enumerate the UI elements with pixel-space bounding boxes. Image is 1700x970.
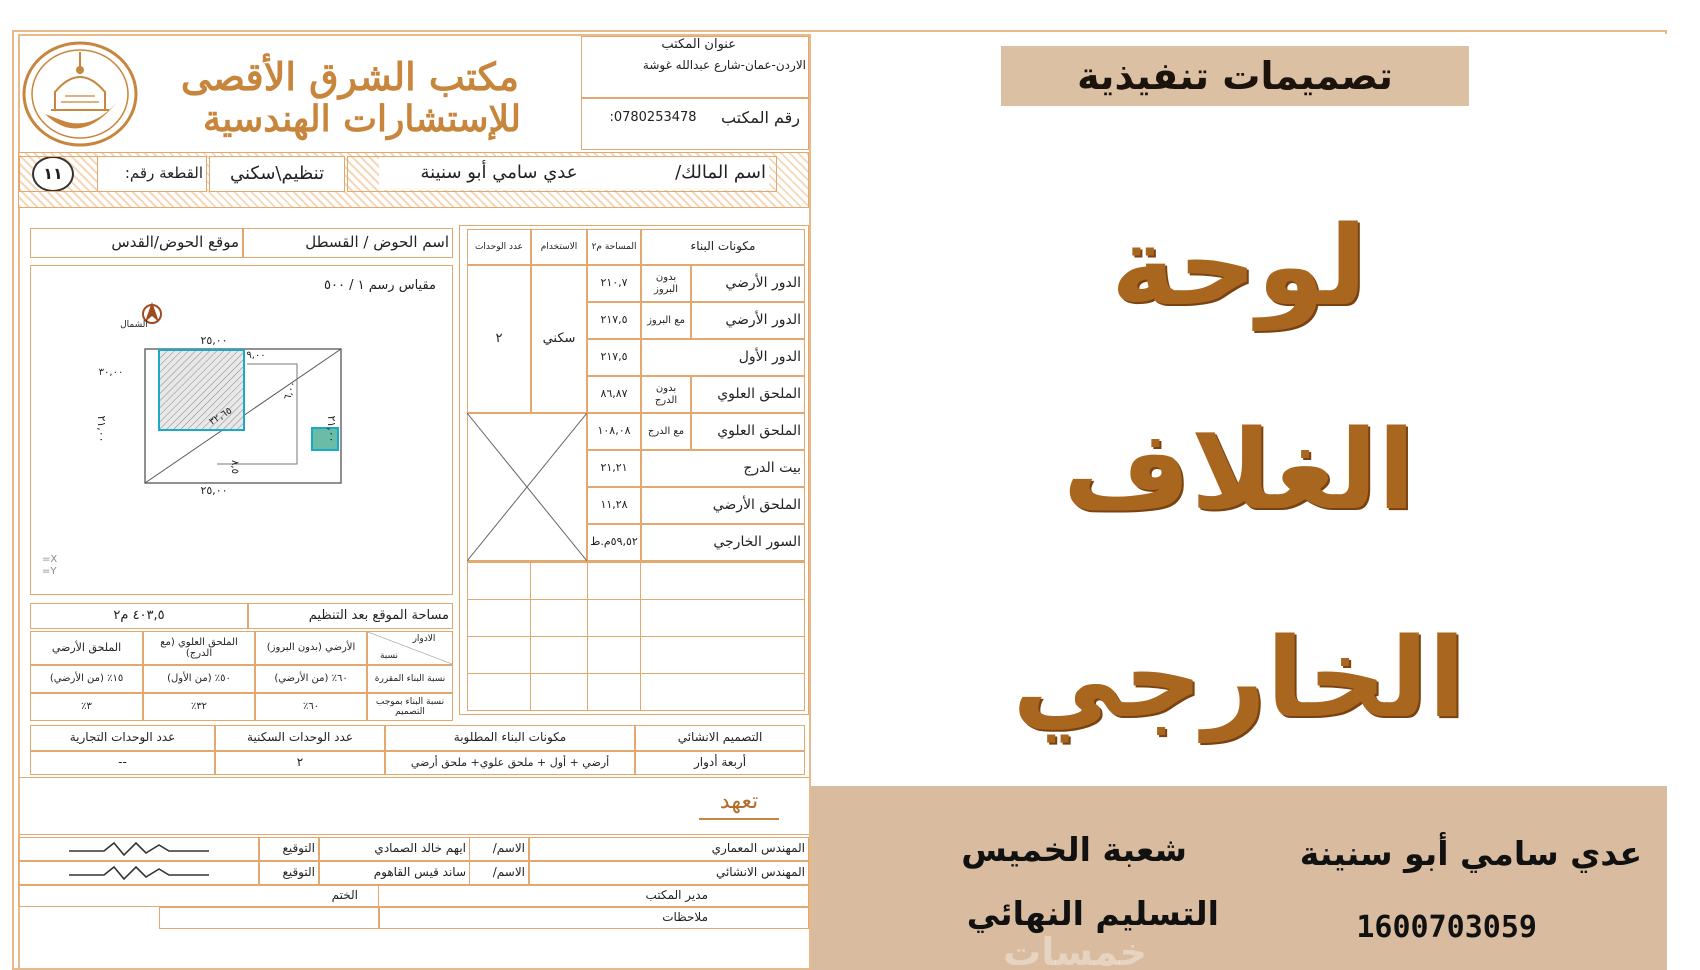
address-value: الاردن-عمان-شارع عبدالله غوشة <box>642 58 806 73</box>
ratio-header-2: الملحق العلوي (مع الدرج) <box>143 631 255 665</box>
dim-diag: ٣٢,٦٥ <box>207 405 235 428</box>
coord-x: X= <box>42 554 58 566</box>
dim-small1: ٣٠,٠٠ <box>98 367 124 379</box>
site-area-value: ٤٠٣,٥ م٢ <box>30 603 248 629</box>
engineer-role: المهندس الانشائي <box>529 861 809 885</box>
cover-tag: تصميمات تنفيذية <box>1001 46 1469 106</box>
comp-blank-col2 <box>467 561 531 711</box>
component-note: مع البروز <box>641 302 691 339</box>
plot-number: ١١ <box>32 156 74 192</box>
component-area: ١٠٨,٠٨ <box>587 413 641 450</box>
pledge-box <box>18 777 809 835</box>
student-id: 1600703059 <box>1356 910 1537 945</box>
component-name: الملحق العلوي <box>691 413 805 450</box>
comp-blank-col1 <box>587 561 641 711</box>
plot-box <box>19 156 207 192</box>
dim-small3: ٦,٠٠ <box>282 379 300 402</box>
component-area: ١١,٢٨ <box>587 487 641 524</box>
cover-title-line2: الغلاف <box>1062 406 1416 534</box>
comp-header-use: الاستخدام <box>531 229 587 265</box>
ratio-row-label: نسبة البناء بموجب التصميم <box>367 693 453 721</box>
office-name-line1: مكتب الشرق الأقصى <box>180 54 519 99</box>
dim-top: ٢٥,٠٠ <box>200 333 228 347</box>
engineer-signature <box>18 861 259 885</box>
component-name: الدور الأول <box>641 339 805 376</box>
site-area-label: مساحة الموقع بعد التنظيم <box>248 603 453 629</box>
engineer-name: ايهم خالد الصمادي <box>319 837 469 861</box>
component-area: ٢١,٢١ <box>587 450 641 487</box>
ratio-value: ٥٠٪ (من الأول) <box>143 665 255 693</box>
student-name: عدي سامي أبو سنينة <box>1299 834 1642 873</box>
ratio-header-3: الملحق الأرضي <box>30 631 143 665</box>
component-area: ٢١٠,٧ <box>587 265 641 302</box>
component-note: بدون الدرج <box>641 376 691 413</box>
engineer-signature <box>18 837 259 861</box>
watermark-text: خمسات <box>1003 930 1147 970</box>
office-name-line2: للإستشارات الهندسية <box>202 98 521 140</box>
summary-value-4: -- <box>30 751 215 775</box>
ratio-row-label: نسبة البناء المقررة <box>367 665 453 693</box>
owner-label: اسم المالك/ <box>619 156 769 190</box>
technical-sheet <box>18 34 811 970</box>
component-area: ٨٦,٨٧ <box>587 376 641 413</box>
summary-header-3: عدد الوحدات السكنية <box>215 725 385 751</box>
comp-empty-cross <box>467 413 587 561</box>
phone-label: رقم المكتب <box>720 107 800 127</box>
engineer-sign-label: التوقيع <box>259 861 319 885</box>
footer-stamp: الختم <box>18 885 379 907</box>
dim-left: ٢١,٠٠ <box>95 415 109 443</box>
summary-header-4: عدد الوحدات التجارية <box>30 725 215 751</box>
coord-y: Y= <box>42 566 57 578</box>
comp-header-name: مكونات البناء <box>641 229 805 265</box>
component-name: الملحق الأرضي <box>641 487 805 524</box>
footer-notes: ملاحظات <box>379 907 809 929</box>
component-note: بدون البروز <box>641 265 691 302</box>
comp-use: سكني <box>531 265 587 413</box>
component-name: الملحق العلوي <box>691 376 805 413</box>
phone-box <box>581 98 809 150</box>
engineer-name-label: الاسم/ <box>469 861 529 885</box>
basin-name: اسم الحوض / القسطل <box>243 228 453 258</box>
dim-inner: ٨,٥ <box>228 460 240 474</box>
comp-units: ٢ <box>467 265 531 413</box>
phone-value: 0780253478: <box>609 109 697 125</box>
address-box <box>581 36 809 98</box>
comp-header-area: المساحة م٢ <box>587 229 641 265</box>
summary-value-1: أربعة أدوار <box>635 751 805 775</box>
ratio-value: ٣٪ <box>30 693 143 721</box>
summary-header-2: مكونات البناء المطلوبة <box>385 725 635 751</box>
owner-box <box>347 156 777 192</box>
engineer-name: ساند قيس القاهوم <box>319 861 469 885</box>
ratio-value: ١٥٪ (من الأرضي) <box>30 665 143 693</box>
dim-right: ٢١,٠٠ <box>325 415 339 443</box>
footer-manager: مدير المكتب <box>379 885 809 907</box>
cover-info-band <box>811 786 1667 970</box>
owner-name: عدي سامي أبو سنينة <box>379 156 619 190</box>
address-label: عنوان المكتب <box>661 36 736 52</box>
cover-panel <box>811 34 1667 970</box>
section-name: شعبة الخميس <box>961 830 1187 869</box>
component-area: ٥٩,٥٢م.ط <box>587 524 641 561</box>
summary-value-3: ٢ <box>215 751 385 775</box>
component-area: ٢١٧,٥ <box>587 339 641 376</box>
zoning-value: تنظيم\سكني <box>209 156 345 192</box>
summary-header-1: التصميم الانشائي <box>635 725 805 751</box>
component-area: ٢١٧,٥ <box>587 302 641 339</box>
dim-bottom: ٢٥,٠٠ <box>200 483 228 497</box>
component-note: مع الدرج <box>641 413 691 450</box>
north-label: الشمال <box>120 319 148 330</box>
ratio-value: ٣٢٪ <box>143 693 255 721</box>
cover-title-line1: لوحة <box>1110 202 1368 330</box>
ratio-value: ٦٠٪ <box>255 693 367 721</box>
engineer-name-label: الاسم/ <box>469 837 529 861</box>
component-name: السور الخارجي <box>641 524 805 561</box>
phase-name: التسليم النهائي <box>966 894 1219 933</box>
ratio-header-1: الأرضي (بدون البروز) <box>255 631 367 665</box>
ratio-value: ٦٠٪ (من الأرضي) <box>255 665 367 693</box>
comp-header-units: عدد الوحدات <box>467 229 531 265</box>
engineer-role: المهندس المعماري <box>529 837 809 861</box>
component-name: بيت الدرج <box>641 450 805 487</box>
basin-location: موقع الحوض/القدس <box>30 228 243 258</box>
pledge-title: تعهد <box>699 786 779 820</box>
component-name: الدور الأرضي <box>691 302 805 339</box>
ratio-corner-bottom: نسبة <box>379 650 399 661</box>
summary-value-2: أرضي + أول + ملحق علوي+ ملحق أرضي <box>385 751 635 775</box>
dome-logo-icon <box>21 40 139 148</box>
cover-title-line3: الخارجي <box>1012 614 1466 742</box>
dim-small2: ٩,٠٠ <box>246 350 266 362</box>
engineer-sign-label: التوقيع <box>259 837 319 861</box>
plot-label: القطعة رقم: <box>97 156 207 192</box>
plan-scale: مقياس رسم ١ / ٥٠٠ <box>324 277 436 293</box>
footer-notes-blank <box>159 907 379 929</box>
ratio-corner-top: الادوار <box>412 633 436 644</box>
component-name: الدور الأرضي <box>691 265 805 302</box>
